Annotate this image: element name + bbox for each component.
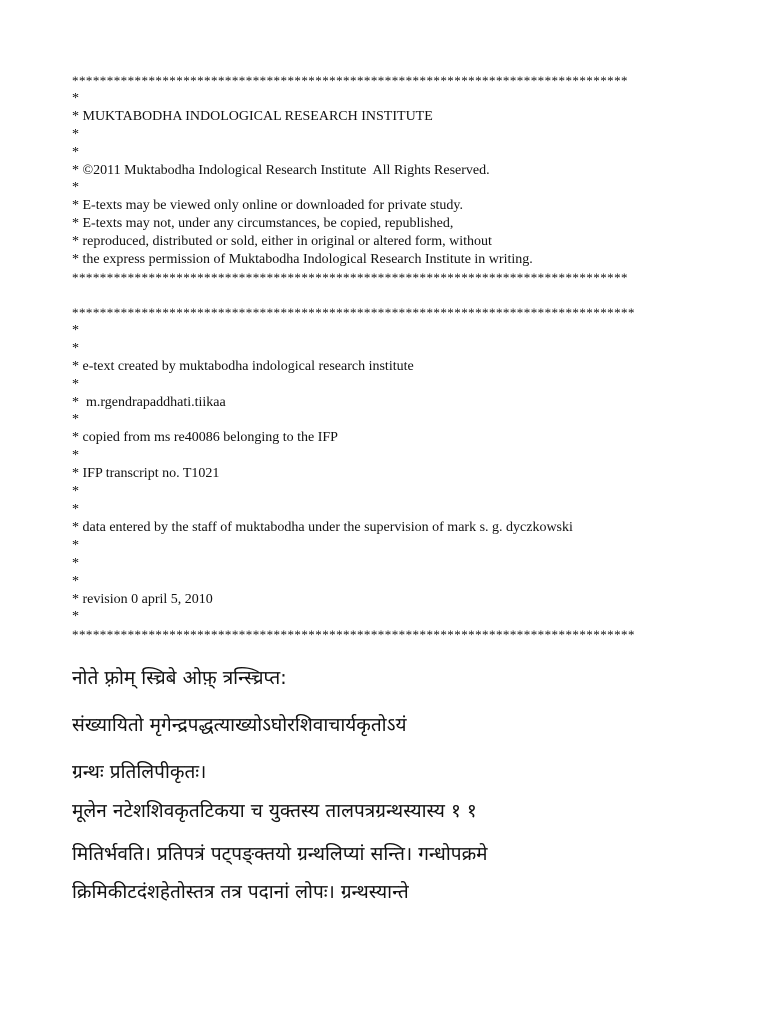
usage-terms-line: * E-texts may not, under any circumstances, be copied, republished, bbox=[72, 216, 454, 232]
sanskrit-line: संख्यायितो मृगेन्द्रपद्धत्याख्योऽघोरशिवाचार्यकृतोऽयं bbox=[72, 714, 407, 736]
info-line: * bbox=[72, 501, 79, 517]
info-line: * bbox=[72, 537, 79, 553]
info-line: * bbox=[72, 448, 79, 464]
copyright-notice: * ©2011 Muktabodha Indological Research Institute All Rights Reserved. bbox=[72, 162, 490, 178]
revision-line: * revision 0 april 5, 2010 bbox=[72, 591, 213, 607]
data-entry-line: * data entered by the staff of muktabodha under the supervision of mark s. g. dyczkowski bbox=[72, 519, 573, 535]
sanskrit-line: मितिर्भवति। प्रतिपत्रं पट्पङ्क्तयो ग्रन्थलिप्यां सन्ति। गन्धोपक्रमे bbox=[72, 843, 488, 865]
source-line: * copied from ms re40086 belonging to the IFP bbox=[72, 430, 338, 446]
usage-terms-line: * the express permission of Muktabodha Indological Research Institute in writing. bbox=[72, 252, 533, 268]
info-line: * bbox=[72, 412, 79, 428]
header-line: * bbox=[72, 180, 79, 196]
text-title-line: * m.rgendrapaddhati.tiikaa bbox=[72, 394, 226, 410]
header-line: * bbox=[72, 126, 79, 142]
etext-info-block bbox=[72, 304, 722, 644]
info-line: * bbox=[72, 573, 79, 589]
institute-title: * MUKTABODHA INDOLOGICAL RESEARCH INSTITUTE bbox=[72, 108, 433, 124]
sanskrit-line: ग्रन्थः प्रतिलिपीकृतः। bbox=[72, 761, 207, 783]
sanskrit-line: मूलेन नटेशशिवकृतटिकया च युक्तस्य तालपत्रग्रन्थस्यास्य १ १ bbox=[72, 800, 477, 822]
info-line: * bbox=[72, 340, 79, 356]
asterisk-rule: ********************************************************************************* bbox=[72, 627, 635, 643]
info-line: * bbox=[72, 609, 79, 625]
info-line: * bbox=[72, 322, 79, 338]
asterisk-rule: ******************************************************************************** bbox=[72, 269, 628, 285]
info-line: * bbox=[72, 484, 79, 500]
asterisk-rule: ********************************************************************************* bbox=[72, 305, 635, 320]
transcript-number-line: * IFP transcript no. T1021 bbox=[72, 466, 220, 482]
header-line: * bbox=[72, 144, 79, 160]
asterisk-rule: ******************************************************************************** bbox=[72, 73, 628, 88]
sanskrit-line: नोते फ़्रोम् स्च्रिबे ओफ़् त्रन्स्च्रिप्त: bbox=[72, 667, 287, 689]
creator-line: * e-text created by muktabodha indological research institute bbox=[72, 358, 414, 374]
sanskrit-line: क्रिमिकीटदंशहेतोस्तत्र तत्र पदानां लोपः। ग्रन्थस्यान्ते bbox=[72, 881, 409, 903]
header-line: * bbox=[72, 90, 79, 106]
usage-terms-line: * reproduced, distributed or sold, either in original or altered form, without bbox=[72, 234, 492, 250]
copyright-header-block bbox=[72, 72, 722, 287]
info-line: * bbox=[72, 376, 79, 392]
usage-terms-line: * E-texts may be viewed only online or downloaded for private study. bbox=[72, 198, 463, 214]
info-line: * bbox=[72, 555, 79, 571]
